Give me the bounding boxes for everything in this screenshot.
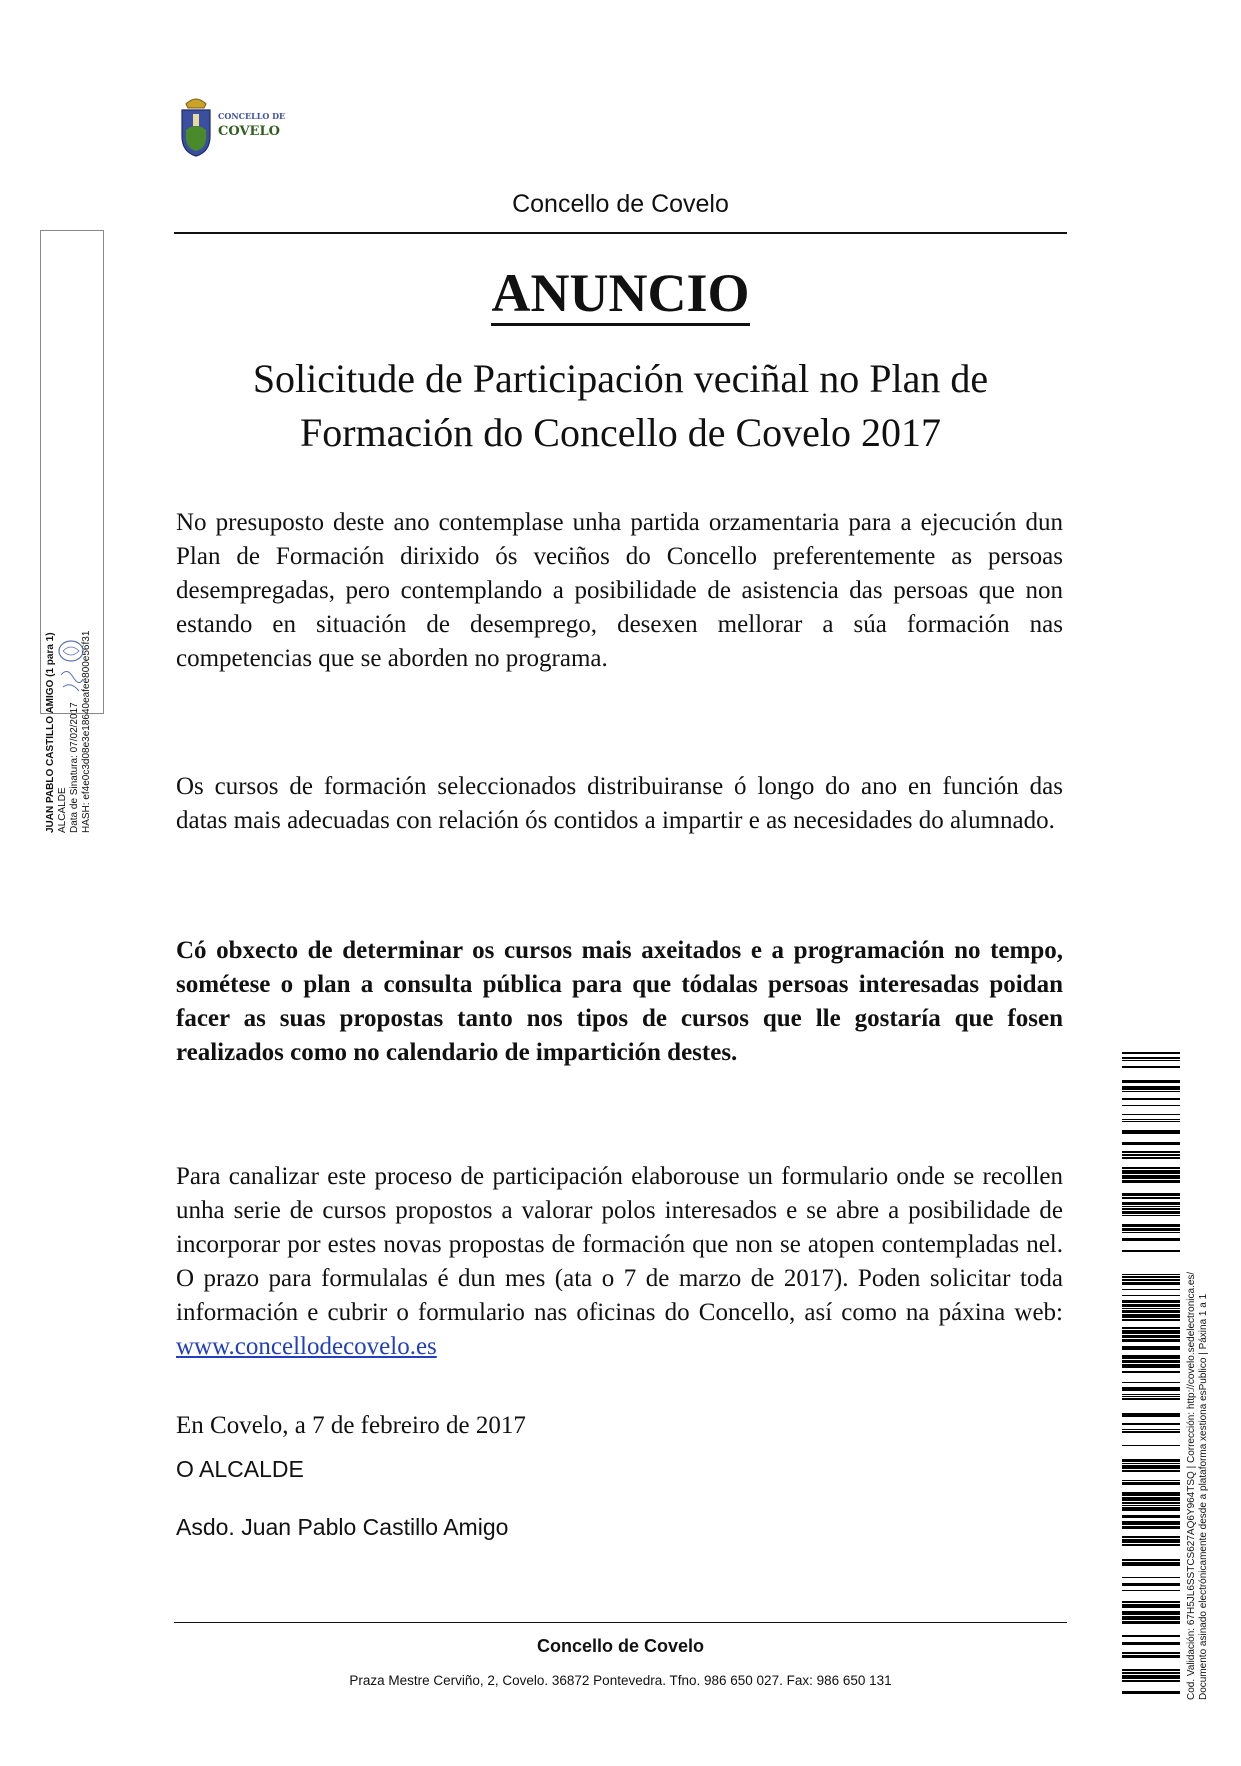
digital-signature-box — [40, 230, 104, 833]
footer-divider — [174, 1622, 1067, 1623]
paragraph-4-text: Para canalizar este proceso de participación elaborouse un formulario onde se recollen unha serie de cursos propostos a valorar polos interesados e se abre a posibilidade de incorporar por estes novas propostas de formación que non se atopen contempladas nel. O prazo para formulalas é dun mes (ata o 7 de marzo de 2017). Poden solicitar toda información e cubrir o formulario nas oficinas do Concello, así como na páxina web: — [176, 1163, 1063, 1326]
signer-name: JUAN PABLO CASTILLO AMIGO (1 para 1) — [45, 632, 56, 833]
verification-text — [1186, 1060, 1210, 1700]
digital-signature-text — [45, 357, 93, 833]
paragraph-1: No presuposto deste ano contemplase unha partida orzamentaria para a ejecución dun Plan de Formación dirixido ós veciños do Concello preferentemente as persoas desempregadas, pero contemplando a posibilidade de asistencia das persoas que non estando en situación de desemprego, desexen mellorar a súa formación nas competencias que se aborden no programa. — [176, 509, 1063, 672]
barcode-icon — [1122, 1052, 1180, 1694]
header-divider — [174, 232, 1067, 234]
verification-platform: Documento asinado electrónicamente desde a plataforma xestiona esPublico | Páxina 1 a 1 — [1198, 1293, 1209, 1700]
document-title — [0, 262, 1241, 324]
coat-of-arms-icon — [178, 96, 214, 158]
paragraph-3: Có obxecto de determinar os cursos mais axeitados e a programación no tempo, sométese o plan a consulta pública para que tódalas persoas interesadas poidan facer as suas propostas tanto nos tipos de cursos que lle gostaría que fosen realizados como no calendario de impartición destes. — [176, 937, 1063, 1066]
footer-address: Praza Mestre Cerviño, 2, Covelo. 36872 Pontevedra. Tfno. 986 650 027. Fax: 986 650 131 — [349, 1673, 892, 1688]
logo-text-small: CONCELLO DE — [218, 111, 286, 121]
seal-icon — [53, 631, 89, 701]
signature-date: Data de Sinatura: 07/02/2017 — [69, 702, 80, 833]
website-link[interactable]: www.concellodecovelo.es — [176, 1333, 437, 1360]
document-subtitle — [180, 352, 1061, 460]
date-line: En Covelo, a 7 de febreiro de 2017 — [176, 1412, 526, 1439]
header-title: Concello de Covelo — [512, 190, 729, 218]
logo-text-big: COVELO — [218, 124, 280, 139]
subtitle-line-1: Solicitude de Participación veciñal no Plan de — [252, 356, 989, 401]
document-title-text: ANUNCIO — [491, 263, 749, 326]
paragraph-4 — [176, 1160, 1063, 1364]
signatory-name: Asdo. Juan Pablo Castillo Amigo — [176, 1514, 509, 1540]
signer-role: ALCALDE — [57, 787, 68, 833]
signature-hash: HASH: ef4e0c3d08e3e18640eafee800e56f31 — [81, 630, 92, 833]
verification-code: Cod. Validación: 67H5JL6SSTCS627AQ6Y964TSQ | Corrección: http://covelo.sedelectronica.es/ — [1186, 1271, 1197, 1700]
signatory-role: O ALCALDE — [176, 1456, 304, 1482]
concello-logo — [178, 96, 288, 160]
paragraph-2: Os cursos de formación seleccionados distribuiranse ó longo do ano en función das datas mais adecuadas con relación ós contidos a impartir e as necesidades do alumnado. — [176, 773, 1063, 834]
footer-name: Concello de Covelo — [536, 1636, 705, 1656]
subtitle-line-2: Formación do Concello de Covelo 2017 — [299, 410, 941, 455]
